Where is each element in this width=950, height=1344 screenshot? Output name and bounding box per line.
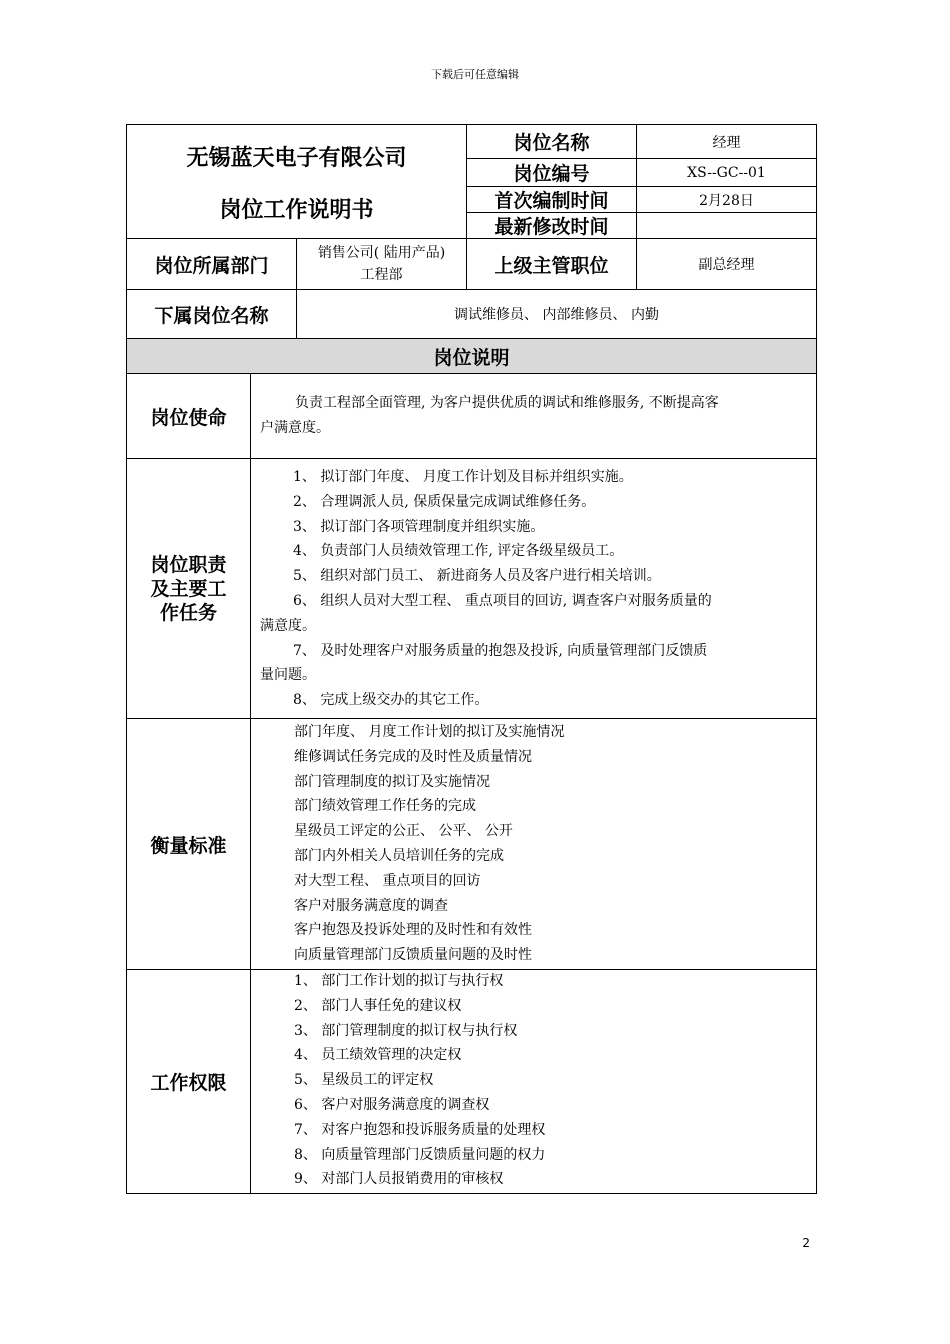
first-edit-label: 首次编制时间 — [494, 190, 609, 212]
standard-item: 部门绩效管理工作任务的完成 — [294, 798, 476, 815]
authority-item: 3、 部门管理制度的拟订权与执行权 — [294, 1022, 518, 1039]
duty-item: 7、 及时处理客户对服务质量的抱怨及投诉, 向质量管理部门反馈质 — [293, 642, 708, 659]
department-line-2: 工程部 — [360, 267, 403, 283]
subordinate-label: 下属岗位名称 — [154, 304, 269, 327]
position-code-label: 岗位编号 — [513, 163, 590, 185]
duties-label-line-1: 岗位职责 — [150, 553, 227, 576]
authority-item: 2、 部门人事任免的建议权 — [294, 997, 462, 1014]
standard-item: 部门内外相关人员培训任务的完成 — [294, 847, 504, 864]
duty-item-continuation: 量问题。 — [260, 667, 316, 684]
standards-label: 衡量标准 — [150, 834, 227, 857]
mission-line-1: 负责工程部全面管理, 为客户提供优质的调试和维修服务, 不断提高客 — [295, 395, 719, 411]
authority-item: 5、 星级员工的评定权 — [294, 1072, 434, 1089]
standard-item: 维修调试任务完成的及时性及质量情况 — [294, 748, 532, 765]
department-line-1: 销售公司( 陆用产品) — [317, 245, 446, 261]
duties-label-line-2: 及主要工 — [150, 577, 227, 600]
standards-list — [294, 720, 564, 968]
section-title: 岗位说明 — [433, 346, 510, 369]
position-code-value: XS--GC--01 — [687, 164, 766, 181]
subordinate-value: 调试维修员、 内部维修员、 内勤 — [454, 307, 659, 323]
standard-item: 对大型工程、 重点项目的回访 — [294, 872, 481, 889]
duty-item: 6、 组织人员对大型工程、 重点项目的回访, 调查客户对服务质量的 — [293, 592, 712, 609]
supervisor-label: 上级主管职位 — [494, 254, 609, 277]
authority-item: 1、 部门工作计划的拟订与执行权 — [294, 973, 504, 989]
document-title: 岗位工作说明书 — [219, 197, 374, 223]
authority-label: 工作权限 — [150, 1072, 227, 1094]
authority-list — [294, 969, 545, 1192]
standard-item: 部门管理制度的拟订及实施情况 — [294, 773, 490, 790]
duty-item: 8、 完成上级交办的其它工作。 — [293, 692, 489, 709]
authority-item: 9、 对部门人员报销费用的审核权 — [294, 1171, 504, 1188]
authority-item: 4、 员工绩效管理的决定权 — [294, 1047, 462, 1064]
duty-item: 3、 拟订部门各项管理制度并组织实施。 — [293, 518, 545, 535]
duties-label-line-3: 作任务 — [159, 601, 217, 624]
duty-item: 5、 组织对部门员工、 新进商务人员及客户进行相关培训。 — [293, 568, 661, 585]
duty-item: 1、 拟订部门年度、 月度工作计划及目标并组织实施。 — [293, 469, 633, 485]
position-name-value: 经理 — [712, 134, 741, 151]
position-name-label: 岗位名称 — [513, 132, 590, 154]
supervisor-value: 副总经理 — [698, 257, 755, 273]
duties-label — [127, 459, 250, 718]
latest-edit-label: 最新修改时间 — [494, 216, 609, 238]
first-edit-value: 2月28日 — [699, 192, 754, 209]
duty-item: 2、 合理调派人员, 保质保量完成调试维修任务。 — [293, 493, 596, 510]
standard-item: 星级员工评定的公正、 公平、 公开 — [294, 823, 513, 840]
duty-item: 4、 负责部门人员绩效管理工作, 评定各级星级员工。 — [293, 543, 624, 560]
department-label: 岗位所属部门 — [154, 254, 269, 277]
standard-item: 向质量管理部门反馈质量问题的及时性 — [294, 947, 532, 964]
duty-item-continuation: 满意度。 — [260, 617, 316, 634]
standard-item: 部门年度、 月度工作计划的拟订及实施情况 — [294, 724, 565, 740]
department-value — [297, 239, 466, 289]
mission-line-2: 户满意度。 — [260, 420, 330, 436]
page-number: 2 — [802, 1236, 810, 1250]
latest-edit-value — [637, 213, 816, 238]
duties-list — [260, 465, 812, 713]
mission-label: 岗位使命 — [150, 406, 227, 429]
company-name: 无锡蓝天电子有限公司 — [186, 145, 407, 171]
authority-item: 6、 客户对服务满意度的调查权 — [294, 1096, 490, 1113]
header-note: 下载后可任意编辑 — [431, 68, 519, 81]
standard-item: 客户对服务满意度的调查 — [294, 897, 448, 914]
authority-item: 7、 对客户抱怨和投诉服务质量的处理权 — [294, 1121, 546, 1138]
mission-text — [260, 391, 812, 441]
authority-item: 8、 向质量管理部门反馈质量问题的权力 — [294, 1146, 546, 1163]
standard-item: 客户抱怨及投诉处理的及时性和有效性 — [294, 922, 532, 939]
